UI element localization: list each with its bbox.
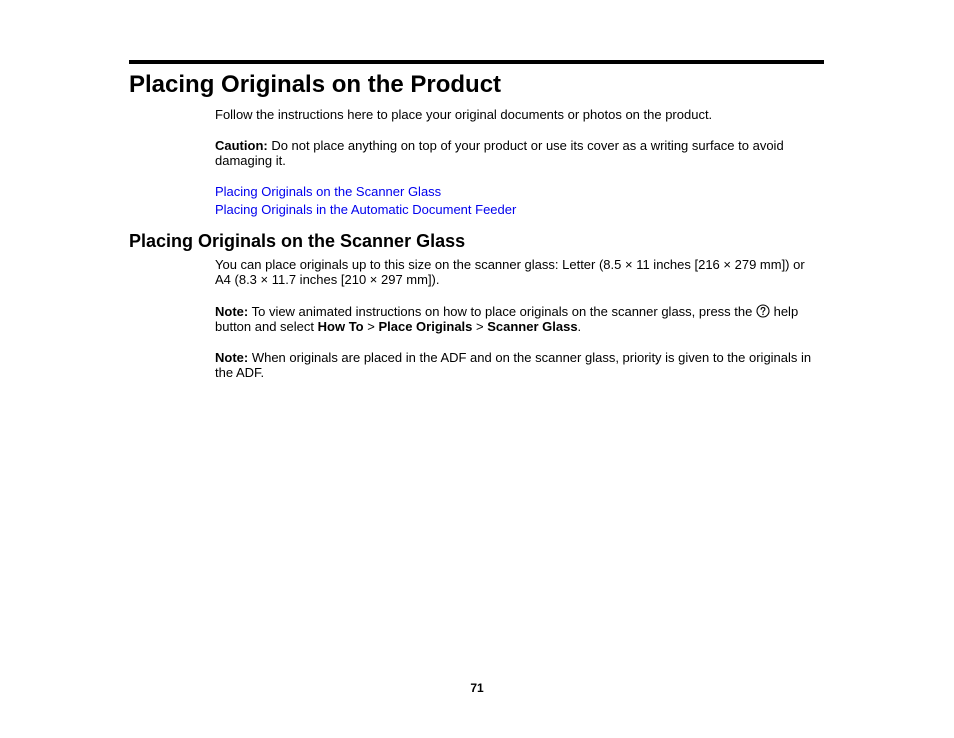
note-adf-priority (215, 350, 823, 380)
note-text: When originals are placed in the ADF and on the scanner glass, priority is given to the originals in the ADF. (215, 350, 812, 380)
note-end-punctuation: . (577, 319, 582, 334)
intro-text: Follow the instructions here to place your original documents or photos on the product. (215, 107, 713, 122)
caution-label: Caution: (215, 138, 268, 153)
note-text-before-icon: To view animated instructions on how to place originals on the scanner glass, press the (248, 304, 756, 319)
help-icon (756, 304, 770, 318)
menu-path-separator: > (472, 319, 488, 334)
note-text-after-icon: help button and select (215, 304, 799, 334)
menu-path-separator: > (363, 319, 379, 334)
link-automatic-document-feeder[interactable]: Placing Originals in the Automatic Document Feeder (215, 202, 517, 217)
caution-text: Do not place anything on top of your product or use its cover as a writing surface to avoid damaging it. (215, 138, 784, 168)
menu-path-place-originals: Place Originals (378, 319, 473, 334)
note-animated-instructions (215, 304, 823, 334)
menu-path-how-to: How To (317, 319, 364, 334)
link-scanner-glass[interactable]: Placing Originals on the Scanner Glass (215, 184, 442, 199)
title-rule (129, 60, 824, 64)
section-title: Placing Originals on the Scanner Glass (129, 231, 466, 251)
caution-paragraph (215, 138, 823, 168)
page-title: Placing Originals on the Product (129, 71, 502, 98)
page-number: 71 (470, 681, 484, 695)
note-label: Note: (215, 350, 249, 365)
note-label: Note: (215, 304, 249, 319)
section-body: You can place originals up to this size on the scanner glass: Letter (8.5 × 11 inches [216 × 279 mm]) or A4 (8.3 × 11.7 inches [210 × 297 mm]). (215, 257, 805, 287)
menu-path-scanner-glass: Scanner Glass (487, 319, 578, 334)
